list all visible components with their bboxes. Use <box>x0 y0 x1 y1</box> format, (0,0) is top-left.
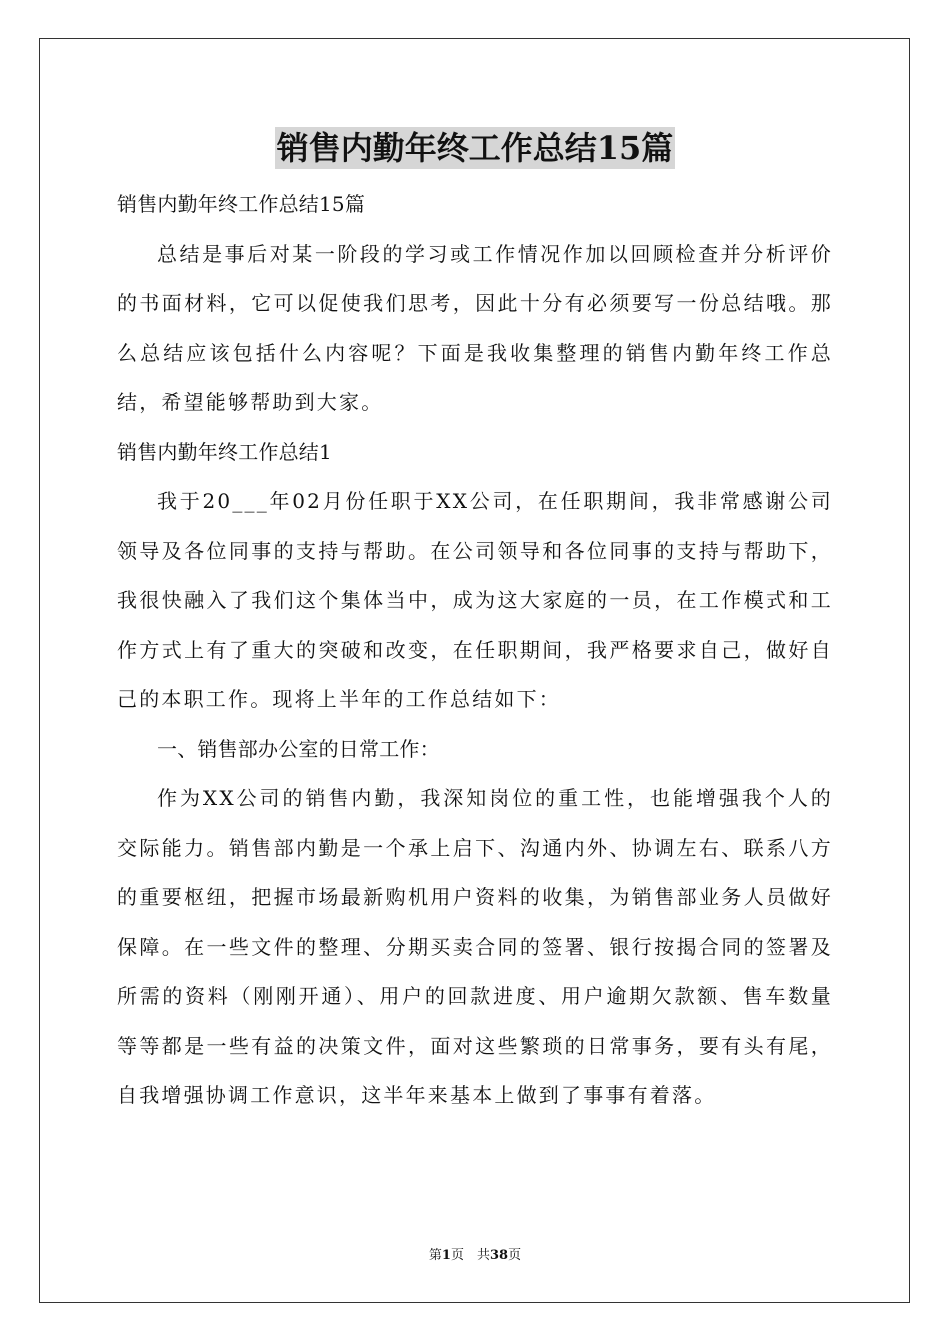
section-heading: 销售内勤年终工作总结1 <box>117 439 332 464</box>
footer-suffix: 页 <box>508 1248 522 1263</box>
body-paragraph: 作为XX公司的销售内勤，我深知岗位的重工性，也能增强我个人的交际能力。销售部内勤是一个承上启下、沟通内外、协调左右、联系八方的重要枢纽，把握市场最新购机用户资料的收集，为销售部业务人员做好保障。在一些文件的整理、分期买卖合同的签署、银行按揭合同的签署及所需的资料（刚刚开通）、用户的回款进度、用户逾期欠款额、售车数量等等都是一些有益的决策文件，面对这些繁琐的日常事务，要有头有尾，自我增强协调工作意识，这半年来基本上做到了事事有着落。 <box>117 786 833 1107</box>
page-number: 1 <box>441 1248 451 1263</box>
document-title: 销售内勤年终工作总结15篇 <box>276 129 674 167</box>
body-paragraph: 我于20___年02月份任职于XX公司，在任职期间，我非常感谢公司领导及各位同事的支持与帮助。在公司领导和各位同事的支持与帮助下，我很快融入了我们这个集体当中，成为这大家庭的一员，在工作模式和工作方式上有了重大的突破和改变，在任职期间，我严格要求自己，做好自己的本职工作。现将上半年的工作总结如下： <box>117 489 833 711</box>
footer-prefix: 第 <box>428 1248 442 1263</box>
page-footer <box>0 1246 950 1266</box>
footer-mid: 页 共 <box>450 1248 490 1263</box>
title-wrap <box>0 127 950 169</box>
document-subtitle: 销售内勤年终工作总结15篇 <box>117 192 366 216</box>
intro-paragraph: 总结是事后对某一阶段的学习或工作情况作加以回顾检查并分析评价的书面材料，它可以促使我们思考，因此十分有必须要写一份总结哦。那么总结应该包括什么内容呢？下面是我收集整理的销售内勤年终工作总结，希望能够帮助到大家。 <box>117 241 833 414</box>
sub-heading: 一、销售部办公室的日常工作： <box>157 736 440 761</box>
total-pages: 38 <box>489 1248 509 1263</box>
document-body <box>117 180 833 1121</box>
